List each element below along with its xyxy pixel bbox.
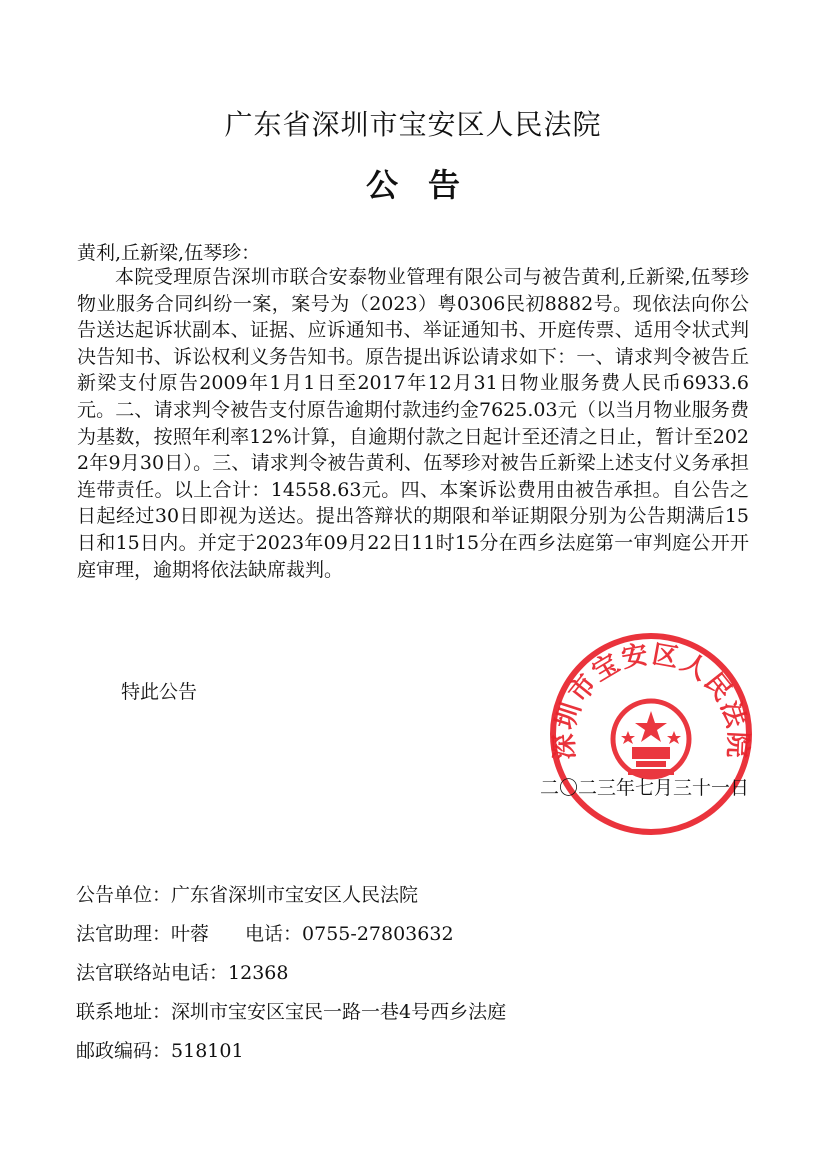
address-line <box>76 997 506 1024</box>
notice-body: 本院受理原告深圳市联合安泰物业管理有限公司与被告黄利,丘新梁,伍琴珍物业服务合同纠纷一案，案号为（2023）粤0306民初8882号。现依法向你公告送达起诉状副本、证据、应诉通知书、举证通知书、开庭传票、适用令状式判决告知书、诉讼权利义务告知书。原告提出诉讼请求如下：一、请求判令被告丘新梁支付原告2009年1月1日至2017年12月31日物业服务费人民币6933.6元。二、请求判令被告支付原告逾期付款违约金7625.03元（以当月物业服务费为基数，按照年利率12%计算，自逾期付款之日起计至还清之日止，暂计至2022年9月30日）。三、请求判令被告黄利、伍琴珍对被告丘新梁上述支付义务承担连带责任。以上合计：14558.63元。四、本案诉讼费用由被告承担。自公告之日起经过30日即视为送达。提出答辩状的期限和举证期限分别为公告期满后15日和15日内。并定于2023年09月22日11时15分在西乡法庭第一审判庭公开开庭审理，逾期将依法缺席裁判。 <box>77 266 749 581</box>
court-seal <box>548 631 754 837</box>
assistant-label: 法官助理： <box>76 923 172 945</box>
phone-value: 0755-27803632 <box>302 923 454 945</box>
closing-phrase: 特此公告 <box>121 681 198 703</box>
station-line <box>76 958 288 985</box>
postcode-line <box>76 1036 244 1063</box>
addressee: 黄利,丘新梁,伍琴珍： <box>77 242 261 264</box>
notice-title: 公告 <box>365 166 490 204</box>
station-value: 12368 <box>228 962 289 984</box>
assistant-value: 叶蓉 <box>171 923 210 945</box>
unit-label: 公告单位： <box>76 884 172 906</box>
assistant-line <box>76 919 454 946</box>
phone-label: 电话： <box>245 923 303 945</box>
seal-text: 深圳市宝安区人民法院 <box>549 639 753 761</box>
postcode-value: 518101 <box>171 1040 244 1062</box>
unit-value: 广东省深圳市宝安区人民法院 <box>171 884 419 906</box>
court-title: 广东省深圳市宝安区人民法院 <box>224 108 602 141</box>
address-label: 联系地址： <box>76 1001 172 1023</box>
notice-unit <box>76 880 418 907</box>
postcode-label: 邮政编码： <box>76 1040 172 1062</box>
notice-date: 二〇二三年七月三十一日 <box>539 777 749 799</box>
station-label: 法官联络站电话： <box>76 962 229 984</box>
national-emblem-icon <box>613 701 689 777</box>
address-value: 深圳市宝安区宝民一路一巷4号西乡法庭 <box>171 1001 507 1023</box>
